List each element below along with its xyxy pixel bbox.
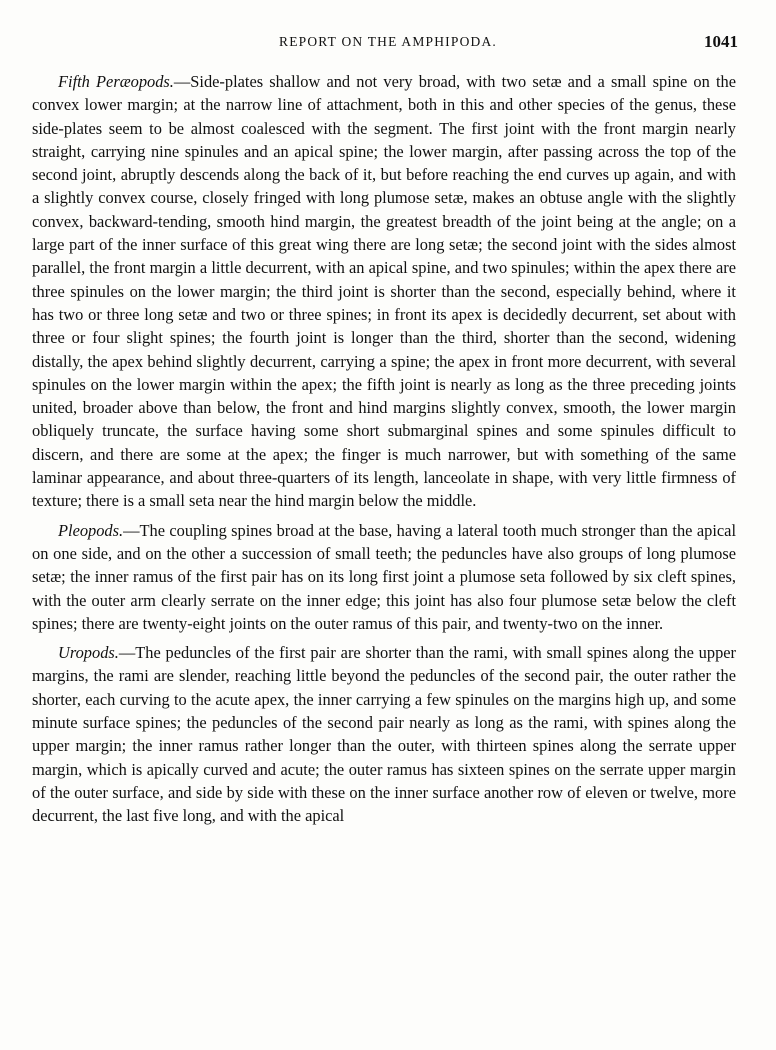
paragraph-pleopods [32,519,736,635]
paragraph-text: —The peduncles of the first pair are shorter than the rami, with small spines along the upper margins, the rami are slender, reaching little beyond the peduncles of the second pair, the outer rather the shorter, each curving to the acute apex, the inner carrying a few spinules on the margins high up, and some minute surface spines; the peduncles of the second pair nearly as long as the rami, with spines along the upper margin; the inner ramus rather longer than the outer, with thirteen spines along the serrate upper margin, which is apically curved and acute; the outer ramus has sixteen spines on the serrate upper margin of the outer surface, and side by side with these on the inner surface another row of eleven or twelve, more decurrent, the last five long, and with the apical [32,643,736,826]
paragraph-text: —Side-plates shallow and not very broad, with two setæ and a small spine on the convex lower margin; at the narrow line of attachment, both in this and other species of the genus, these side-plates seem to be almost coalesced with the segment. The first joint with the front margin nearly straight, carrying nine spinules and an apical spine; the lower margin, after passing across the top of the second joint, abruptly descends along the back of it, but before reaching the end curves up again, and with a slightly convex course, closely fringed with long plumose setæ, makes an obtuse angle with the slightly convex, backward-tending, smooth hind margin, the greatest breadth of the joint being at the angle; on a large part of the inner surface of this great wing there are long setæ; the second joint with the sides almost parallel, the front margin a little decurrent, with an apical spine, and two spinules; within the apex there are three spinules on the lower margin; the third joint is shorter than the second, especially behind, where it has two or three long setæ and two or three spines; in front its apex is decidedly decurrent, set about with three or four slight spines; the fourth joint is longer than the third, shorter than the second, widening distally, the apex behind slightly decurrent, carrying a spine; the apex in front more decurrent, with several spinules on the lower margin within the apex; the fifth joint is nearly as long as the three preceding joints united, broader above than below, the front and hind margins slightly convex, smooth, the lower margin obliquely truncate, the surface having some short submarginal spines and some spinules difficult to discern, and there are some at the apex; the finger is much narrower, but with something of the same laminar appearance, and about three-quarters of its length, lanceolate in shape, with very little firmness of texture; there is a small seta near the hind margin below the middle. [32,72,736,511]
running-title: REPORT ON THE AMPHIPODA. [278,34,498,49]
body-text [32,70,736,828]
running-header [0,34,776,58]
paragraph-fifth-peraeopods [32,70,736,513]
page-number: 1041 [704,32,738,51]
paragraph-text: —The coupling spines broad at the base, having a lateral tooth much stronger than the apical on one side, and on the other a succession of small teeth; the peduncles have also groups of long plumose setæ; the inner ramus of the first pair has on its long first joint a plumose seta followed by six cleft spines, with the outer arm clearly serrate on the inner edge; this joint has also four plumose setæ below the cleft spines; there are twenty-eight joints on the outer ramus of this pair, and twenty-two on the inner. [32,520,736,633]
section-heading-fifth-peraeopods: Fifth Peræopods. [58,72,174,91]
section-heading-uropods: Uropods. [58,643,119,663]
paragraph-uropods [32,641,736,827]
section-heading-pleopods: Pleopods. [58,520,124,540]
